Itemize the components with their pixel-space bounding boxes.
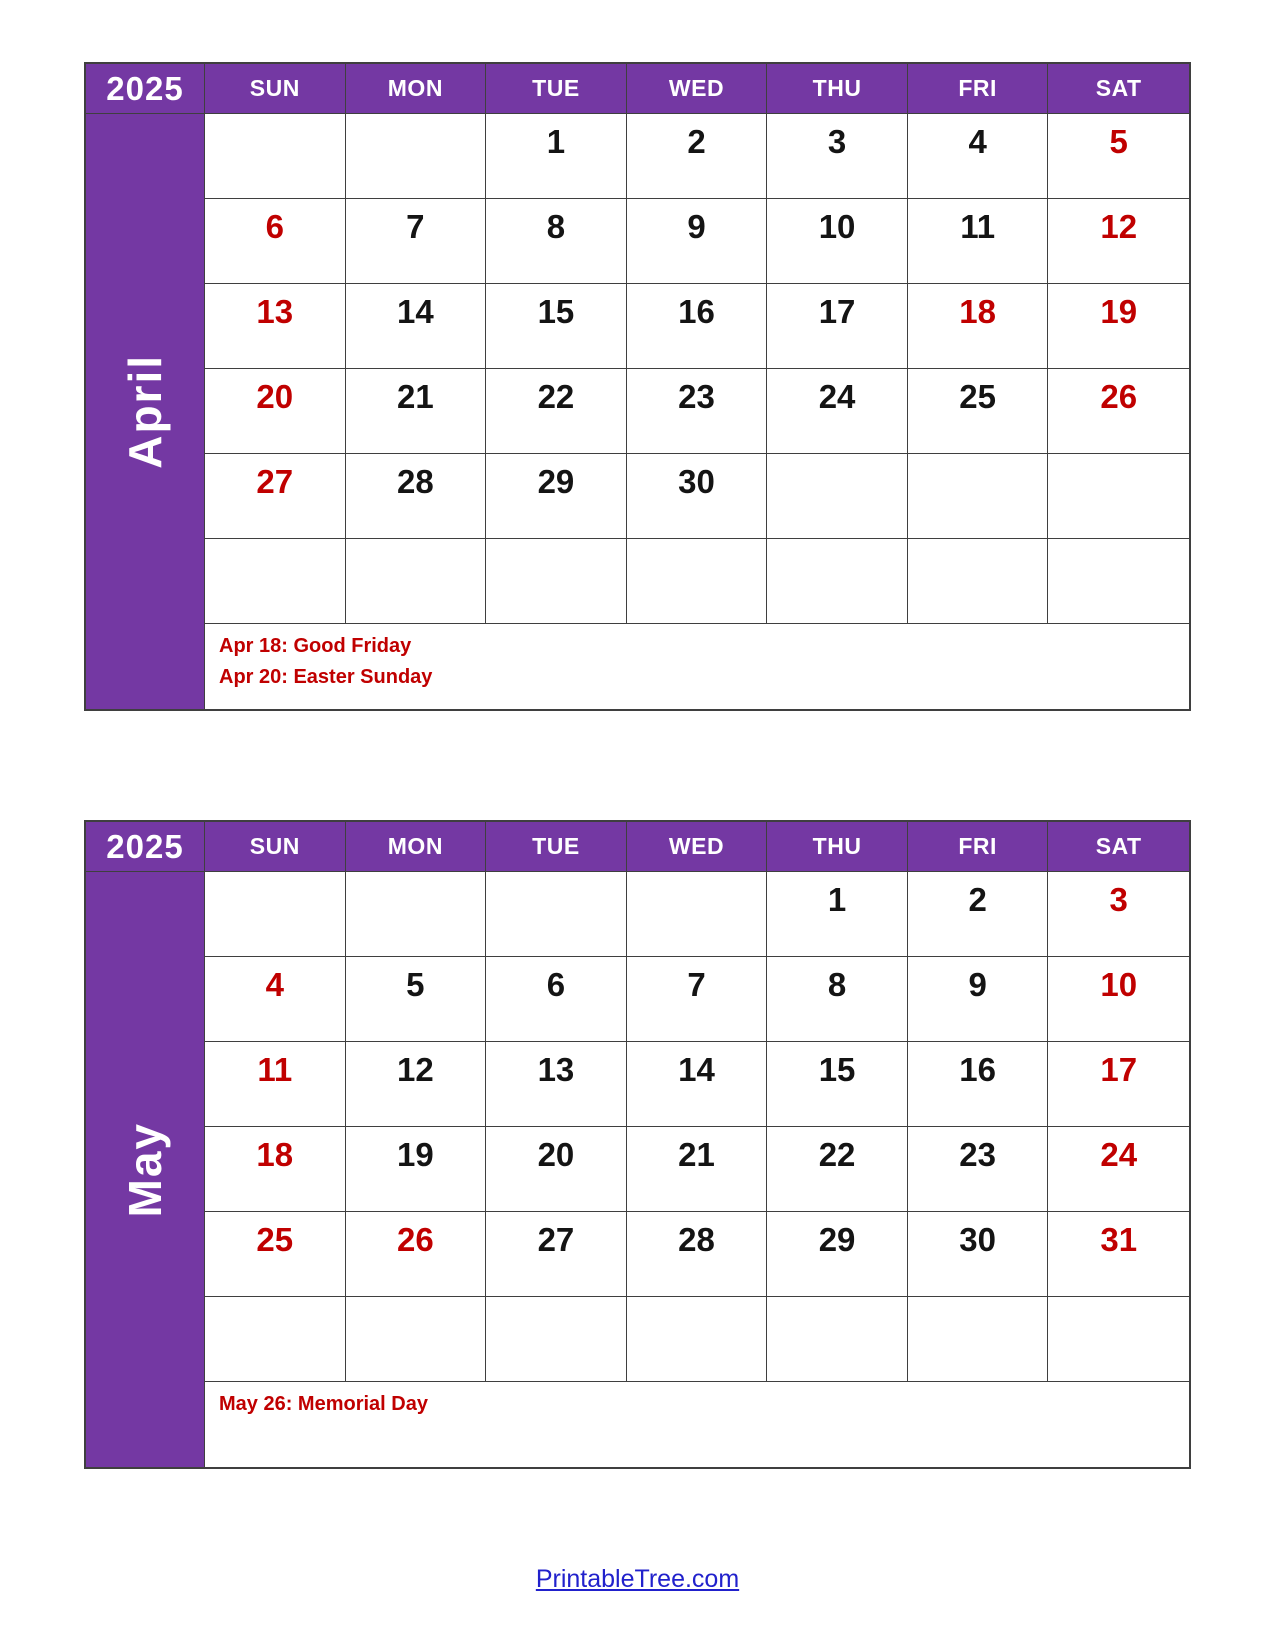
weekday-header: SAT [1048, 64, 1189, 114]
empty-date-cell [205, 872, 346, 957]
empty-date-cell [346, 1297, 487, 1382]
date-cell: 8 [486, 199, 627, 284]
calendar-page [0, 62, 1275, 1650]
empty-date-cell [205, 539, 346, 624]
date-cell: 14 [627, 1042, 768, 1127]
empty-date-cell [627, 872, 768, 957]
date-cell: 29 [486, 454, 627, 539]
date-cell: 5 [1048, 114, 1189, 199]
date-cell: 28 [627, 1212, 768, 1297]
date-cell: 14 [346, 284, 487, 369]
date-cell: 22 [767, 1127, 908, 1212]
date-cell: 9 [908, 957, 1049, 1042]
date-cell: 4 [205, 957, 346, 1042]
weekday-header: SAT [1048, 822, 1189, 872]
weekday-header: SUN [205, 64, 346, 114]
empty-date-cell [205, 114, 346, 199]
date-cell: 16 [627, 284, 768, 369]
weekday-header: MON [346, 822, 487, 872]
printabletree-link[interactable]: PrintableTree.com [535, 1565, 740, 1593]
date-cell: 20 [205, 369, 346, 454]
date-cell: 19 [346, 1127, 487, 1212]
date-cell: 16 [908, 1042, 1049, 1127]
date-cell: 21 [627, 1127, 768, 1212]
date-cell: 10 [767, 199, 908, 284]
year-label: 2025 [86, 64, 205, 114]
weekday-header: FRI [908, 822, 1049, 872]
empty-date-cell [908, 539, 1049, 624]
date-cell: 19 [1048, 284, 1189, 369]
date-cell: 26 [346, 1212, 487, 1297]
date-cell: 3 [767, 114, 908, 199]
date-cell: 21 [346, 369, 487, 454]
date-cell: 11 [205, 1042, 346, 1127]
date-cell: 25 [908, 369, 1049, 454]
empty-date-cell [908, 1297, 1049, 1382]
weekday-header: SUN [205, 822, 346, 872]
date-cell: 24 [767, 369, 908, 454]
weekday-header: WED [627, 64, 768, 114]
date-cell: 15 [486, 284, 627, 369]
date-cell: 9 [627, 199, 768, 284]
month-sidebar [86, 114, 205, 709]
date-cell: 1 [486, 114, 627, 199]
date-cell: 6 [205, 199, 346, 284]
date-cell: 22 [486, 369, 627, 454]
empty-date-cell [627, 539, 768, 624]
date-cell: 11 [908, 199, 1049, 284]
holiday-note: Apr 18: Good Friday [219, 635, 412, 657]
calendar-april [84, 62, 1191, 711]
calendar-may [84, 820, 1191, 1469]
date-cell: 3 [1048, 872, 1189, 957]
date-cell: 23 [627, 369, 768, 454]
date-cell: 20 [486, 1127, 627, 1212]
weekday-header: TUE [486, 822, 627, 872]
empty-date-cell [486, 872, 627, 957]
month-label: May [119, 1121, 171, 1218]
date-cell: 26 [1048, 369, 1189, 454]
date-cell: 18 [908, 284, 1049, 369]
date-cell: 24 [1048, 1127, 1189, 1212]
date-cell: 27 [486, 1212, 627, 1297]
date-cell: 4 [908, 114, 1049, 199]
date-cell: 25 [205, 1212, 346, 1297]
date-cell: 5 [346, 957, 487, 1042]
weekday-header: TUE [486, 64, 627, 114]
date-cell: 10 [1048, 957, 1189, 1042]
empty-date-cell [205, 1297, 346, 1382]
date-cell: 12 [346, 1042, 487, 1127]
page-footer [0, 1565, 1275, 1594]
date-cell: 30 [627, 454, 768, 539]
date-cell: 15 [767, 1042, 908, 1127]
date-cell: 2 [627, 114, 768, 199]
date-cell: 13 [205, 284, 346, 369]
date-cell: 1 [767, 872, 908, 957]
weekday-header: THU [767, 822, 908, 872]
empty-date-cell [486, 539, 627, 624]
holiday-note: Apr 20: Easter Sunday [219, 666, 433, 688]
year-label: 2025 [86, 822, 205, 872]
empty-date-cell [1048, 1297, 1189, 1382]
holiday-note: May 26: Memorial Day [219, 1393, 428, 1415]
empty-date-cell [767, 454, 908, 539]
date-cell: 29 [767, 1212, 908, 1297]
weekday-header: WED [627, 822, 768, 872]
date-cell: 2 [908, 872, 1049, 957]
date-cell: 8 [767, 957, 908, 1042]
empty-date-cell [346, 539, 487, 624]
empty-date-cell [1048, 454, 1189, 539]
empty-date-cell [627, 1297, 768, 1382]
date-cell: 28 [346, 454, 487, 539]
holiday-notes [205, 1382, 1189, 1467]
weekday-header: MON [346, 64, 487, 114]
date-cell: 17 [1048, 1042, 1189, 1127]
date-cell: 30 [908, 1212, 1049, 1297]
date-cell: 17 [767, 284, 908, 369]
date-cell: 31 [1048, 1212, 1189, 1297]
date-cell: 7 [627, 957, 768, 1042]
date-cell: 7 [346, 199, 487, 284]
date-cell: 18 [205, 1127, 346, 1212]
holiday-notes [205, 624, 1189, 709]
empty-date-cell [486, 1297, 627, 1382]
weekday-header: THU [767, 64, 908, 114]
date-cell: 12 [1048, 199, 1189, 284]
empty-date-cell [346, 872, 487, 957]
date-cell: 23 [908, 1127, 1049, 1212]
date-cell: 13 [486, 1042, 627, 1127]
empty-date-cell [767, 539, 908, 624]
empty-date-cell [908, 454, 1049, 539]
empty-date-cell [1048, 539, 1189, 624]
date-cell: 6 [486, 957, 627, 1042]
month-sidebar [86, 872, 205, 1467]
month-label: April [119, 354, 171, 469]
date-cell: 27 [205, 454, 346, 539]
empty-date-cell [767, 1297, 908, 1382]
empty-date-cell [346, 114, 487, 199]
weekday-header: FRI [908, 64, 1049, 114]
